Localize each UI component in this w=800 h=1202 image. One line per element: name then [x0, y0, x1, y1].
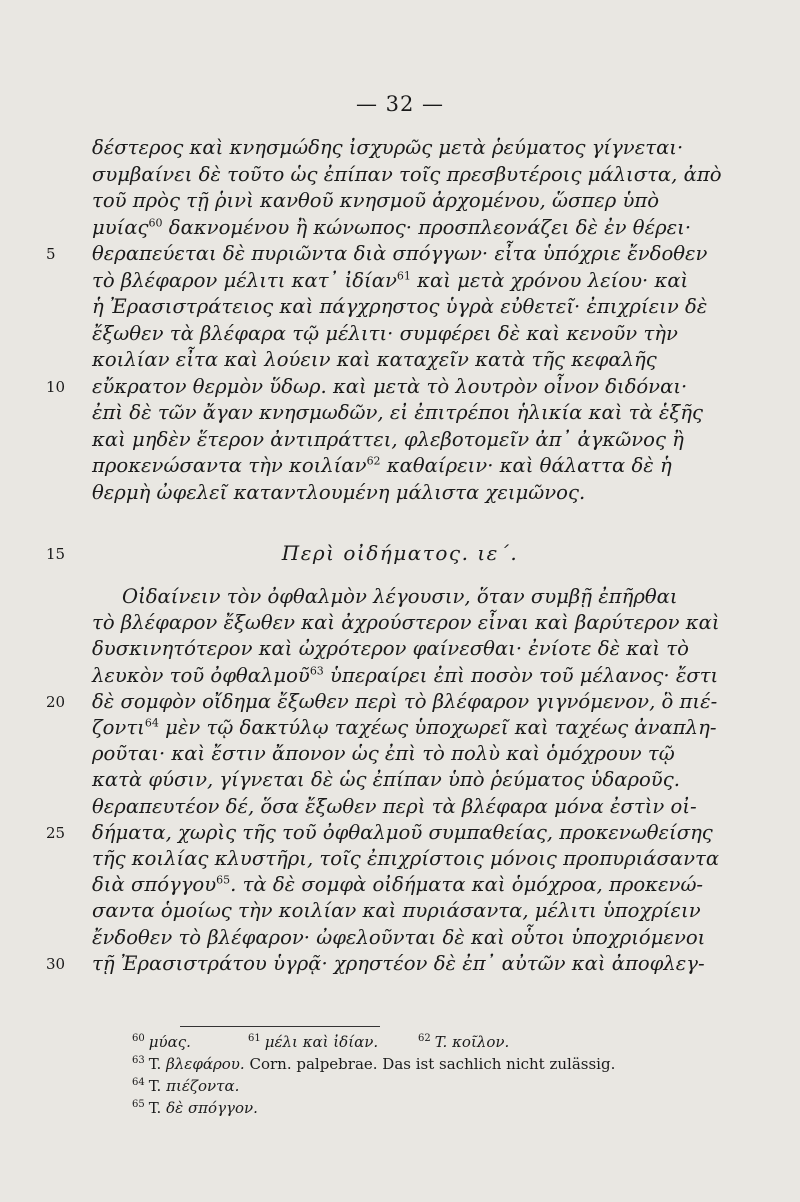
text-line: λευκὸν τοῦ ὀφθαλμοῦ$^{63}$ ὑπεραίρει ἐπὶ ποσὸν τοῦ μέλανος· ἔστι	[92, 663, 719, 687]
text-line: κοιλίαν εἶτα καὶ λούειν καὶ καταχεῖν κατὰ τῆς κεφαλῆς	[92, 348, 657, 371]
text-line: προκενώσαντα τὴν κοιλίαν$^{62}$ καθαίρειν· καὶ θάλαττα δὲ ἡ	[92, 454, 672, 477]
footnote-rule	[180, 1026, 380, 1027]
text-line: ζοντι$^{64}$ μὲν τῷ δακτύλῳ ταχέως ὑποχωρεῖ καὶ ταχέως ἀναπλη-	[92, 716, 717, 739]
text-line: θεραπευτέον δέ, ὅσα ἔξωθεν περὶ τὰ βλέφαρα μόνα ἐστὶν οἰ-	[92, 794, 697, 818]
text-line: καὶ μηδὲν ἕτερον ἀντιπράττει, φλεβοτομεῖν ἀπ᾽ ἀγκῶνος ἢ	[92, 427, 684, 451]
text-line: ἐπὶ δὲ τῶν ἄγαν κνησμωδῶν, εἰ ἐπιτρέποι ἡλικία καὶ τὰ ἑξῆς	[92, 401, 703, 424]
text-line: δήματα, χωρὶς τῆς τοῦ ὀφθαλμοῦ συμπαθείας, προκενωθείσης	[92, 820, 713, 844]
text-line: ἔνδοθεν τὸ βλέφαρον· ὠφελοῦνται δὲ καὶ οὗτοι ὑποχριόμενοι	[92, 925, 706, 949]
footnote-62: $^{62}$ T. κοῖλον.	[418, 1033, 510, 1051]
text-line: μυίας$^{60}$ δακνομένου ἢ κώνωπος· προσπλεονάζει δὲ ἐν θέρει·	[92, 215, 692, 239]
footnote-60: $^{60}$ μύας.	[132, 1033, 191, 1051]
footnote-ref: 63	[309, 664, 324, 678]
footnote-ref: 60	[148, 215, 163, 229]
text-line: ροῦται· καὶ ἔστιν ἄπονον ὡς ἐπὶ τὸ πολὺ καὶ ὁμόχρουν τῷ	[92, 742, 675, 766]
text-line: σαντα ὁμοίως τὴν κοιλίαν καὶ πυριάσαντα, μέλιτι ὑποχρίειν	[92, 899, 701, 923]
section-heading: Περὶ οἰδήματος. ιε΄.	[281, 541, 519, 565]
text-line: διὰ σπόγγου$^{65}$. τὰ δὲ σομφὰ οἰδήματα καὶ ὁμόχροα, προκενώ-	[92, 873, 704, 897]
footnote-ref: 61	[396, 268, 411, 282]
footnote-ref: 62	[366, 454, 381, 468]
text-line: τῇ Ἐρασιστράτου ὑγρᾷ· χρηστέον δὲ ἐπ᾽ αὐτῶν καὶ ἀποφλεγ-	[92, 951, 705, 975]
text-line: θεραπεύεται δὲ πυριῶντα διὰ σπόγγων· εἶτα ὑπόχριε ἔνδοθεν	[92, 242, 708, 265]
text-line: συμβαίνει δὲ τοῦτο ὡς ἐπίπαν τοῖς πρεσβυτέροις μάλιστα, ἀπὸ	[92, 162, 722, 186]
footnote-ref: 64	[144, 716, 159, 730]
text-line: θερμὴ ὠφελεῖ καταντλουμένη μάλιστα χειμῶνος.	[92, 480, 586, 504]
page-number: — 32 —	[355, 92, 445, 116]
text-line: δέστερος καὶ κνησμώδης ἰσχυρῶς μετὰ ῥεύματος γίγνεται·	[92, 136, 684, 159]
text-line: τῆς κοιλίας κλυστῆρι, τοῖς ἐπιχρίστοις μόνοις προπυριάσαντα	[92, 847, 720, 870]
line-number: 20	[46, 692, 66, 711]
text-line: ἔξωθεν τὰ βλέφαρα τῷ μέλιτι· συμφέρει δὲ καὶ κενοῦν τὴν	[92, 321, 678, 345]
line-number: 15	[46, 545, 66, 563]
text-line: δὲ σομφὸν οἴδημα ἔξωθεν περὶ τὸ βλέφαρον γιγνόμενον, ὃ πιέ-	[92, 689, 718, 713]
footnote-ref: 65	[216, 873, 231, 887]
footnote-63: $^{63}$ T. βλεφάρου. Corn. palpebrae. Das ist sachlich nicht zulässig.	[132, 1055, 616, 1073]
text-line: τὸ βλέφαρον ἔξωθεν καὶ ἀχρούστερον εἶναι καὶ βαρύτερον καὶ	[92, 611, 720, 635]
line-number: 30	[46, 954, 66, 973]
footnote-61: $^{61}$ μέλι καὶ ἰδίαν.	[248, 1033, 379, 1051]
text-line: τοῦ πρὸς τῇ ῥινὶ κανθοῦ κνησμοῦ ἀρχομένου, ὥσπερ ὑπὸ	[92, 189, 660, 212]
footnote-65: $^{65}$ T. δὲ σπόγγον.	[132, 1099, 258, 1117]
text-line: κατὰ φύσιν, γίγνεται δὲ ὡς ἐπίπαν ὑπὸ ῥεύματος ὑδαροῦς.	[92, 768, 680, 792]
line-number: 25	[46, 823, 66, 842]
line-number: 10	[46, 377, 66, 396]
footnote-64: $^{64}$ T. πιέζοντα.	[132, 1077, 240, 1095]
text-line: ἡ Ἐρασιστράτειος καὶ πάγχρηστος ὑγρὰ εὐθετεῖ· ἐπιχρίειν δὲ	[92, 295, 708, 318]
text-line: δυσκινητότερον καὶ ὠχρότερον φαίνεσθαι· ἐνίοτε δὲ καὶ τὸ	[92, 637, 689, 661]
line-number: 5	[46, 245, 56, 263]
text-line: εὔκρατον θερμὸν ὕδωρ. καὶ μετὰ τὸ λουτρὸν οἶνον διδόναι·	[92, 374, 688, 398]
text-line: Οἰδαίνειν τὸν ὀφθαλμὸν λέγουσιν, ὅταν συμβῇ ἐπῆρθαι	[122, 585, 678, 608]
text-line: τὸ βλέφαρον μέλιτι κατ᾽ ἰδίαν$^{61}$ καὶ μετὰ χρόνου λείου· καὶ	[92, 268, 689, 292]
